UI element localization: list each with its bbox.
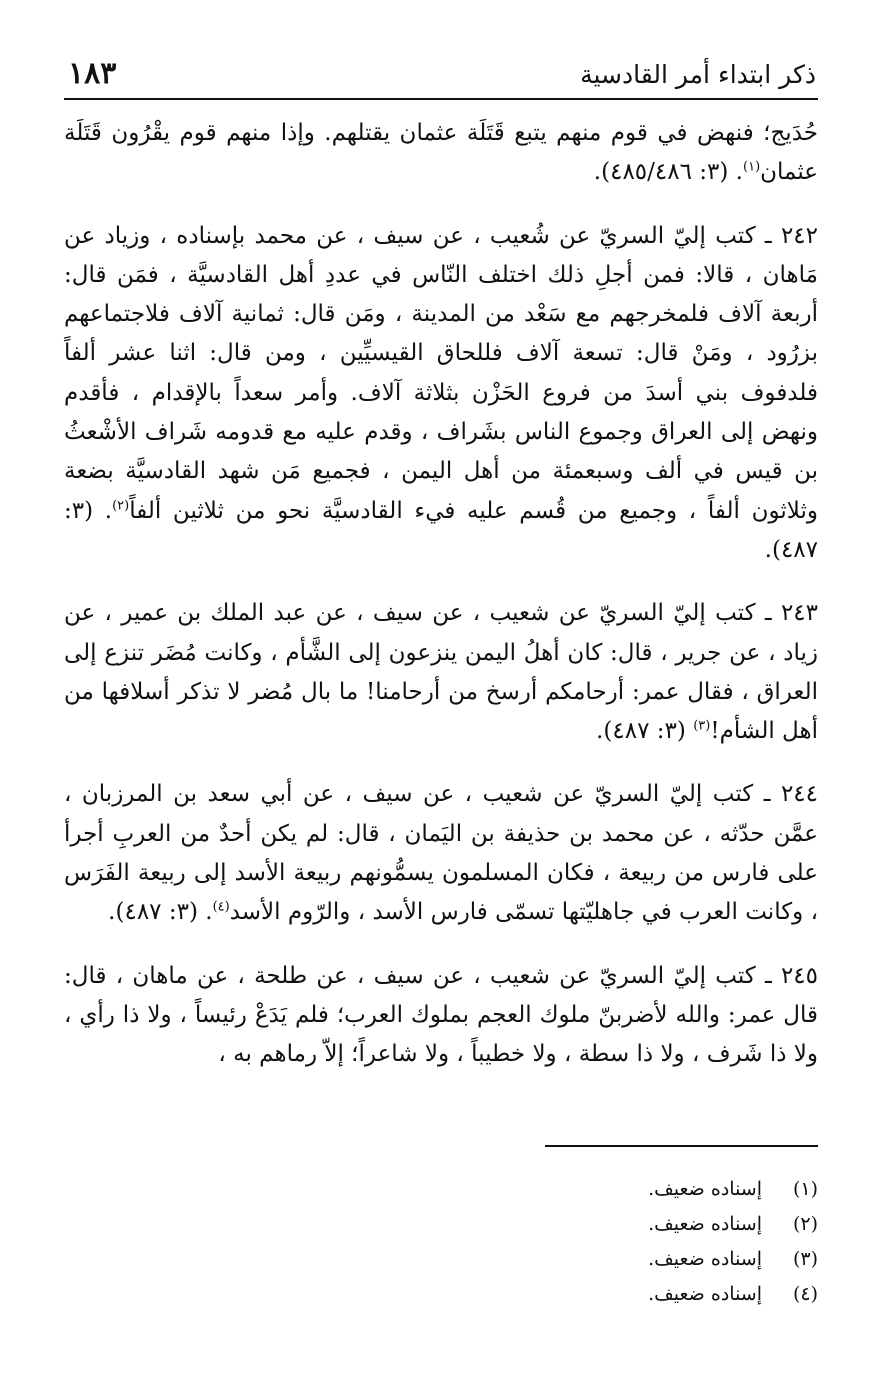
paragraph-text: حُدَيج؛ فنهض في قوم منهم يتبع قَتَلَة عثمان يقتلهم. وإذا منهم قوم يقْرُون قَتَلَة عثمان <box>64 120 818 186</box>
main-text <box>64 114 818 1075</box>
footnote-number: (٢) <box>792 1213 818 1235</box>
footnote-text: إسناده ضعيف. <box>648 1178 762 1200</box>
footnote <box>300 1242 818 1277</box>
page-header <box>64 52 818 100</box>
paragraph-text: ٢٤٥ ـ كتب إليّ السريّ عن شعيب ، عن سيف ، عن طلحة ، عن ماهان ، قال: قال عمر: والله لأضربنّ ملوك العجم بملوك العرب؛ فلم يَدَعْ رئيساً ، ولا ذا رأي ، ولا ذا شَرف ، ولا ذا سطة ، ولا خطيباً ، ولا شاعراً؛ إلاّ رماهم به ، <box>64 962 818 1068</box>
footnote-marker: (١) <box>743 159 761 175</box>
paragraph-244 <box>64 775 818 932</box>
footnote <box>300 1277 818 1312</box>
page-number: ١٨٣ <box>68 56 117 91</box>
paragraph-243 <box>64 594 818 751</box>
running-title: ذكر ابتداء أمر القادسية <box>580 60 816 89</box>
citation: (٣: ٤٨٧). <box>596 718 694 745</box>
citation: . (٣: ٤٨٥/٤٨٦). <box>593 159 743 186</box>
paragraph-text: ٢٤٤ ـ كتب إليّ السريّ عن شعيب ، عن سيف ، عن أبي سعد بن المرزبان ، عمَّن حدّثه ، عن محمد بن حذيفة بن اليَمان ، قال: لم يكن أحدٌ من العربِ أجرأ على فارس من ربيعة ، فكان المسلمون يسمُّونهم ربيعة الأسد إلى ربيعة الفَرَس ، وكانت العرب في جاهليّتها تسمّى فارس الأسد ، والرّوم الأسد <box>64 781 818 926</box>
citation: . (٣: ٤٨٧). <box>64 497 818 563</box>
footnote-marker: (٢) <box>112 498 130 514</box>
paragraph-text: ٢٤٢ ـ كتب إليّ السريّ عن شُعيب ، عن سيف ، عن محمد بإسناده ، وزياد عن مَاهان ، قالا: فمن أجلِ ذلك اختلف النّاس في عددِ أهل القادسيَّة ، فمَن قال: أربعة آلاف فلمخرجهم مع سَعْد من المدينة ، ومَن قال: ثمانية آلاف فلاجتماعهم بزرُود ، ومَنْ قال: تسعة آلاف فللحاق القيسيِّين ، ومن قال: اثنا عشر ألفاً فلدفوف بني أسدَ من فروع الحَزْن بثلاثة آلاف. وأمر سعداً بالإقدام ، فأقدم ونهض إلى العراق وجموع الناس بشَراف ، وقدم عليه مع قدومه شَراف الأشْعثُ بن قيس في ألف وسبعمئة من أهل اليمن ، فجميع مَن شهد القادسيَّة بضعة وثلاثون ألفاً ، وجميع من قُسم عليه فيء القادسيَّة نحو من ثلاثين ألفاً <box>64 222 818 524</box>
paragraph-245 <box>64 957 818 1075</box>
footnotes <box>300 1172 818 1312</box>
paragraph-text: ٢٤٣ ـ كتب إليّ السريّ عن شعيب ، عن سيف ، عن عبد الملك بن عمير ، عن زياد ، عن جرير ، قال: كان أهلُ اليمن ينزعون إلى الشَّأم ، وكانت مُضَر تنزع إلى العراق ، فقال عمر: أرحامكم أرسخ من أرحامنا! ما بال مُضر لا تذكر أسلافها من أهل الشأم! <box>64 600 818 745</box>
footnote-text: إسناده ضعيف. <box>648 1283 762 1305</box>
footnote-number: (١) <box>792 1178 818 1200</box>
footnote-text: إسناده ضعيف. <box>648 1213 762 1235</box>
footnote-marker: (٣) <box>693 718 711 734</box>
footnote-number: (٤) <box>792 1283 818 1305</box>
footnote-number: (٣) <box>792 1248 818 1270</box>
citation: . (٣: ٤٨٧). <box>108 899 213 926</box>
paragraph-242 <box>64 217 818 571</box>
footnote-marker: (٤) <box>212 899 230 915</box>
footnote-divider <box>545 1145 818 1147</box>
footnote <box>300 1207 818 1242</box>
paragraph-continuation <box>64 114 818 193</box>
footnote-text: إسناده ضعيف. <box>648 1248 762 1270</box>
footnote <box>300 1172 818 1207</box>
